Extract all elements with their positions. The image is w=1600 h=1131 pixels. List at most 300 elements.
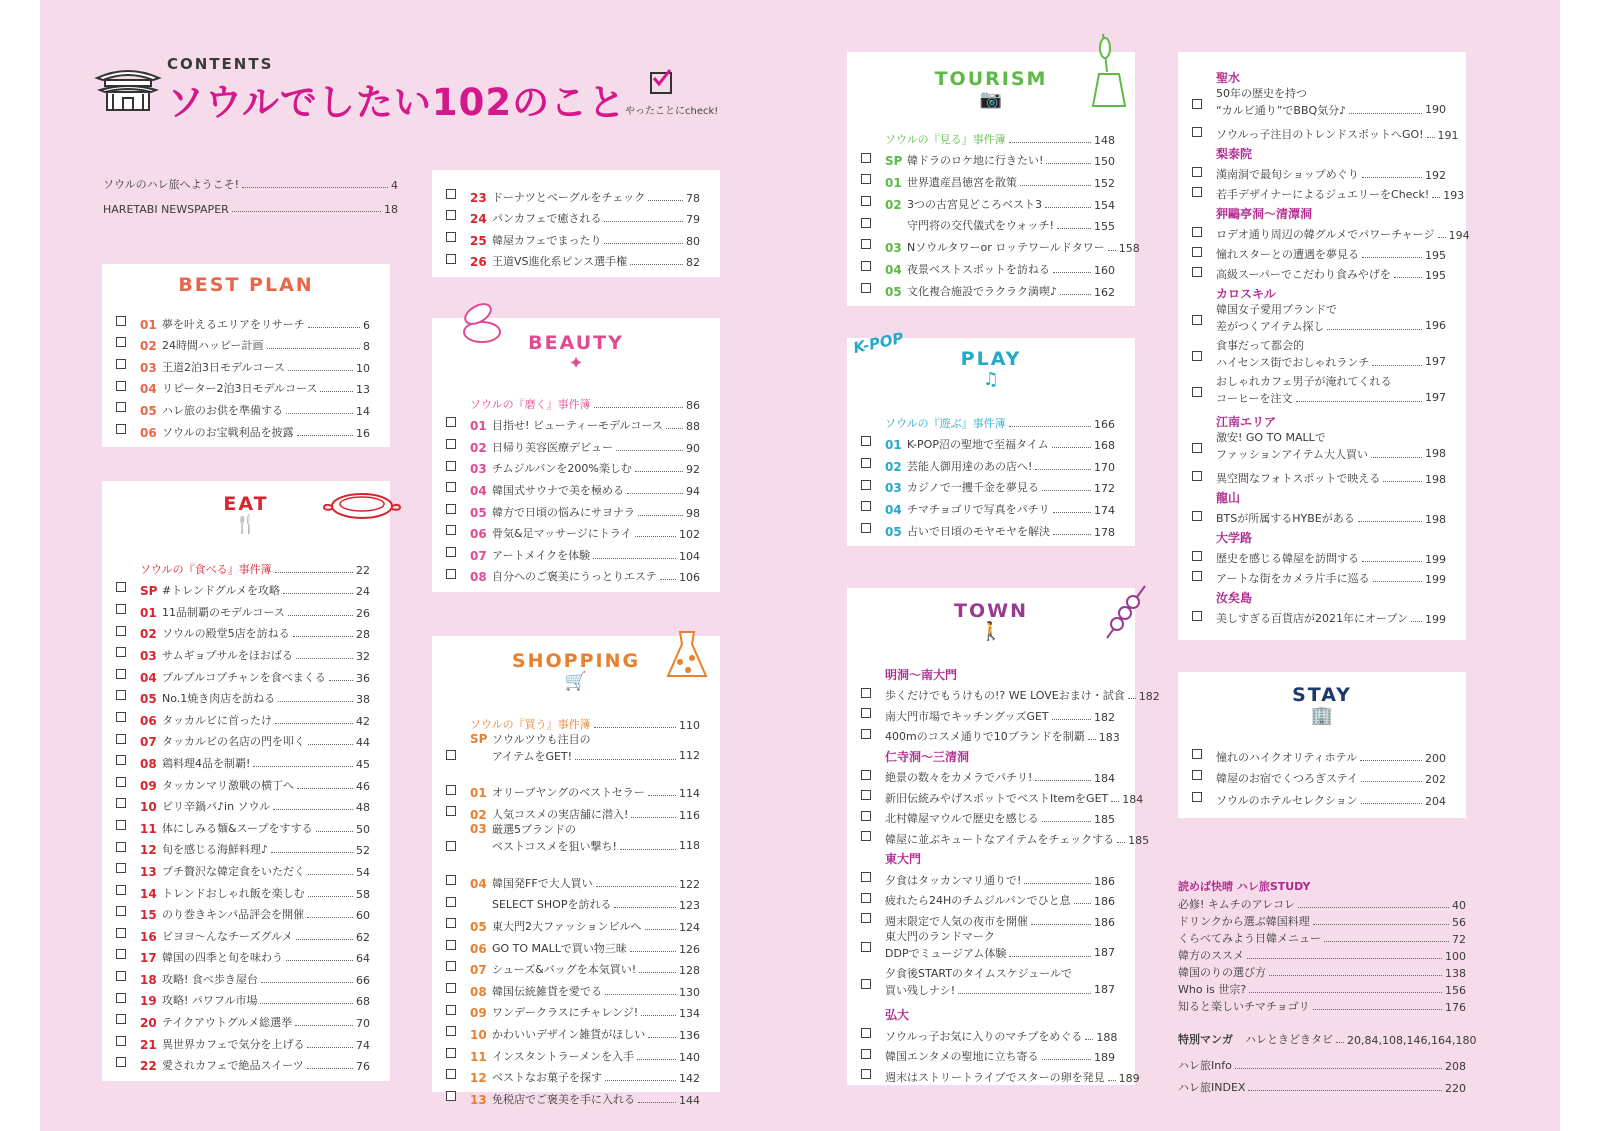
entry-label: タッカルビの名店の門を叩く bbox=[162, 735, 305, 749]
checkbox[interactable] bbox=[116, 1036, 126, 1046]
play-list bbox=[847, 409, 1135, 539]
checkbox[interactable] bbox=[861, 942, 871, 952]
checkbox[interactable] bbox=[116, 316, 126, 326]
checkbox[interactable] bbox=[446, 1005, 456, 1015]
toc-entry[interactable] bbox=[446, 1020, 700, 1042]
checkbox[interactable] bbox=[1192, 227, 1202, 237]
checkbox[interactable] bbox=[446, 525, 456, 535]
toc-entry[interactable] bbox=[446, 205, 700, 227]
checkbox[interactable] bbox=[1192, 611, 1202, 621]
leader-dots bbox=[286, 413, 353, 414]
checkbox[interactable] bbox=[446, 841, 456, 851]
checkbox[interactable] bbox=[446, 750, 456, 760]
intro-item[interactable] bbox=[103, 168, 398, 192]
page-number: 16 bbox=[356, 426, 370, 440]
toc-entry[interactable] bbox=[861, 212, 1115, 234]
checkbox[interactable] bbox=[861, 196, 871, 206]
entry-label: #トレンドグルメを攻略 bbox=[162, 584, 281, 598]
toc-entry[interactable] bbox=[861, 1044, 1115, 1065]
area-label: 仁寺洞〜三清洞 bbox=[885, 749, 970, 764]
toc-entry[interactable] bbox=[446, 563, 700, 585]
toc-entry[interactable] bbox=[446, 869, 700, 891]
manga-label: 特別マンガ bbox=[1178, 1033, 1233, 1046]
toc-entry[interactable] bbox=[446, 800, 700, 822]
toc-entry[interactable] bbox=[861, 168, 1115, 190]
toc-entry[interactable] bbox=[861, 826, 1150, 847]
building-icon: 🏢 bbox=[1310, 705, 1334, 726]
checkbox[interactable] bbox=[861, 688, 871, 698]
toc-entry[interactable] bbox=[446, 999, 700, 1021]
checkbox[interactable] bbox=[446, 875, 456, 885]
leader-dots bbox=[1035, 780, 1091, 781]
checkbox[interactable] bbox=[116, 712, 126, 722]
area-heading bbox=[1192, 142, 1446, 162]
toc-entry[interactable] bbox=[116, 987, 370, 1009]
toc-entry[interactable] bbox=[116, 685, 370, 707]
toc-entry[interactable] bbox=[116, 771, 370, 793]
toc-entry[interactable] bbox=[1192, 302, 1446, 338]
study-entry[interactable] bbox=[1178, 997, 1466, 1014]
toc-entry[interactable] bbox=[116, 1008, 370, 1030]
checkbox[interactable] bbox=[446, 254, 456, 264]
toc-entry[interactable] bbox=[446, 541, 700, 563]
checkbox[interactable] bbox=[861, 872, 871, 882]
checkbox[interactable] bbox=[116, 863, 126, 873]
toc-entry[interactable] bbox=[1192, 242, 1446, 262]
toc-entry[interactable] bbox=[446, 498, 700, 520]
page-number: 148 bbox=[1094, 133, 1115, 147]
checkbox[interactable] bbox=[446, 1048, 456, 1058]
entry-label-wrap bbox=[1216, 86, 1446, 118]
page-number: 46 bbox=[356, 779, 370, 793]
shopping-list bbox=[432, 710, 720, 1107]
section-label: ソウルの『見る』事件簿 bbox=[885, 132, 1006, 146]
toc-entry[interactable] bbox=[861, 147, 1115, 169]
checkbox[interactable] bbox=[116, 381, 126, 391]
checkbox[interactable] bbox=[1192, 471, 1202, 481]
checkbox[interactable] bbox=[861, 893, 871, 903]
toc-entry[interactable] bbox=[861, 724, 1120, 745]
entry-number: 02 bbox=[470, 807, 487, 822]
toc-entry[interactable] bbox=[1192, 566, 1446, 586]
checkbox[interactable] bbox=[446, 897, 456, 907]
checkbox[interactable] bbox=[116, 1057, 126, 1067]
checkbox[interactable] bbox=[861, 790, 871, 800]
back-matter-entry[interactable] bbox=[1178, 1051, 1466, 1073]
toc-entry[interactable] bbox=[1192, 86, 1446, 122]
entry-label: 韓国エンタメの聖地に立ち寄る bbox=[885, 1050, 1039, 1063]
toc-entry[interactable] bbox=[446, 455, 700, 477]
checkbox[interactable] bbox=[1192, 167, 1202, 177]
page-number: 190 bbox=[1425, 103, 1446, 116]
toc-entry[interactable] bbox=[116, 879, 370, 901]
toc-entry[interactable] bbox=[116, 620, 370, 642]
page-number: 182 bbox=[1094, 710, 1115, 724]
stay-list bbox=[1178, 743, 1466, 808]
area-label: 大学路 bbox=[1216, 531, 1253, 545]
section-heading bbox=[116, 555, 370, 577]
checkbox[interactable] bbox=[861, 831, 871, 841]
checkbox[interactable] bbox=[446, 983, 456, 993]
toc-entry[interactable] bbox=[116, 814, 370, 836]
toc-entry[interactable] bbox=[116, 1030, 370, 1052]
entry-label-line2-wrap bbox=[492, 748, 700, 764]
checkbox[interactable] bbox=[1192, 315, 1202, 325]
toc-entry[interactable] bbox=[446, 912, 700, 934]
page-number: 32 bbox=[356, 649, 370, 663]
toc-entry[interactable] bbox=[446, 1064, 700, 1086]
best-plan-card bbox=[102, 264, 390, 447]
toc-entry[interactable] bbox=[446, 822, 700, 869]
entry-label: チマチョゴリで写真をパチリ bbox=[907, 502, 1050, 516]
leader-dots bbox=[1042, 1059, 1091, 1060]
checkbox[interactable] bbox=[1192, 127, 1202, 137]
page-number: 42 bbox=[356, 714, 370, 728]
page-number: 198 bbox=[1425, 473, 1446, 486]
page-number: 204 bbox=[1425, 794, 1446, 808]
toc-entry[interactable] bbox=[861, 233, 1140, 256]
page-number: 100 bbox=[1445, 950, 1466, 963]
checkbox[interactable] bbox=[446, 806, 456, 816]
checkbox[interactable] bbox=[116, 777, 126, 787]
page-number: 162 bbox=[1094, 285, 1115, 299]
toc-entry[interactable] bbox=[116, 857, 370, 879]
toc-entry[interactable] bbox=[446, 891, 700, 913]
checkbox[interactable] bbox=[446, 569, 456, 579]
checkbox[interactable] bbox=[1192, 247, 1202, 257]
toc-entry[interactable] bbox=[1192, 222, 1470, 242]
area-heading bbox=[861, 662, 1115, 683]
checkbox[interactable] bbox=[861, 1028, 871, 1038]
toc-entry[interactable] bbox=[1192, 606, 1446, 626]
toc-entry[interactable] bbox=[116, 663, 370, 685]
checkbox[interactable] bbox=[1192, 267, 1202, 277]
page-number: 174 bbox=[1094, 503, 1115, 517]
study-entry[interactable] bbox=[1178, 963, 1466, 980]
checkbox[interactable] bbox=[446, 232, 456, 242]
toc-entry[interactable] bbox=[446, 433, 700, 455]
toc-entry[interactable] bbox=[446, 1085, 700, 1107]
study-entry[interactable] bbox=[1178, 980, 1466, 997]
checkbox[interactable] bbox=[116, 842, 126, 852]
toc-entry[interactable] bbox=[1192, 262, 1446, 282]
area-label: 弘大 bbox=[885, 1008, 910, 1022]
entry-label: 週末限定で人気の夜市を開催 bbox=[885, 914, 1028, 928]
checkbox[interactable] bbox=[116, 669, 126, 679]
checkbox[interactable] bbox=[861, 501, 871, 511]
toc-entry[interactable] bbox=[1192, 506, 1446, 526]
checkbox-spacer bbox=[1192, 531, 1202, 541]
toc-entry[interactable] bbox=[446, 1042, 700, 1064]
study-entry[interactable] bbox=[1178, 912, 1466, 929]
toc-entry[interactable] bbox=[116, 728, 370, 750]
checkbox[interactable] bbox=[861, 811, 871, 821]
toc-entry[interactable] bbox=[116, 944, 370, 966]
checkbox[interactable] bbox=[1192, 551, 1202, 561]
toc-entry[interactable] bbox=[116, 375, 370, 397]
leader-dots bbox=[1394, 277, 1422, 278]
toc-entry[interactable] bbox=[116, 396, 370, 418]
intro-item[interactable] bbox=[103, 192, 398, 216]
checkbox[interactable] bbox=[116, 582, 126, 592]
toc-entry[interactable] bbox=[116, 965, 370, 987]
checkbox[interactable] bbox=[861, 1069, 871, 1079]
entry-number: 04 bbox=[470, 876, 487, 891]
toc-entry[interactable] bbox=[116, 1052, 370, 1074]
page-number: 86 bbox=[686, 398, 700, 412]
checkbox[interactable] bbox=[116, 1014, 126, 1024]
toc-entry[interactable] bbox=[861, 888, 1115, 909]
checkbox[interactable] bbox=[446, 940, 456, 950]
toc-entry[interactable] bbox=[116, 310, 370, 332]
checkbox[interactable] bbox=[861, 436, 871, 446]
checkbox[interactable] bbox=[861, 1049, 871, 1059]
checkbox[interactable] bbox=[861, 283, 871, 293]
entry-label: 攻略! 食べ歩き屋台 bbox=[162, 972, 258, 986]
checkbox[interactable] bbox=[446, 1026, 456, 1036]
page-number: 199 bbox=[1425, 553, 1446, 566]
leader-dots bbox=[648, 1037, 676, 1038]
checkbox[interactable] bbox=[446, 504, 456, 514]
entry-number: 23 bbox=[470, 190, 487, 205]
area-heading bbox=[1192, 66, 1446, 86]
checkbox[interactable] bbox=[1192, 351, 1202, 361]
study-entry[interactable] bbox=[1178, 895, 1466, 912]
area-label: 東大門 bbox=[885, 852, 922, 866]
checkbox[interactable] bbox=[116, 647, 126, 657]
fork-knife-icon: 🍴 bbox=[234, 514, 258, 535]
leader-dots bbox=[1327, 329, 1422, 330]
manga-row[interactable] bbox=[1178, 1030, 1477, 1047]
study-entry[interactable] bbox=[1178, 929, 1466, 946]
toc-entry[interactable] bbox=[446, 412, 700, 434]
checkbox[interactable] bbox=[116, 337, 126, 347]
toc-entry[interactable] bbox=[861, 929, 1115, 966]
entry-label: DDPでミュージアム体験 bbox=[885, 946, 1007, 960]
checkbox[interactable] bbox=[861, 261, 871, 271]
toc-entry[interactable] bbox=[861, 683, 1160, 704]
checkbox-spacer bbox=[1192, 591, 1202, 601]
toc-entry[interactable] bbox=[861, 765, 1115, 786]
toc-entry[interactable] bbox=[446, 183, 700, 205]
toc-entry[interactable] bbox=[446, 779, 700, 801]
checkbox[interactable] bbox=[116, 626, 126, 636]
checkbox[interactable] bbox=[1192, 99, 1202, 109]
checkbox[interactable] bbox=[116, 906, 126, 916]
toc-entry[interactable] bbox=[446, 248, 700, 270]
page-number: 199 bbox=[1425, 613, 1446, 626]
toc-entry[interactable] bbox=[1192, 466, 1446, 486]
toc-entry[interactable] bbox=[1192, 765, 1446, 787]
toc-entry[interactable] bbox=[116, 353, 370, 375]
checkbox[interactable] bbox=[861, 239, 871, 249]
toc-entry[interactable] bbox=[116, 418, 370, 440]
checkbox[interactable] bbox=[1192, 571, 1202, 581]
entry-label: チムジルバンを200%楽しむ bbox=[492, 462, 632, 476]
checkbox[interactable] bbox=[446, 417, 456, 427]
toc-entry[interactable] bbox=[116, 922, 370, 944]
leader-dots bbox=[275, 572, 353, 573]
toc-entry[interactable] bbox=[861, 703, 1115, 724]
checkbox[interactable] bbox=[861, 458, 871, 468]
toc-entry[interactable] bbox=[116, 641, 370, 663]
toc-entry[interactable] bbox=[1192, 430, 1446, 466]
entry-label: ベストなお菓子を探す bbox=[492, 1071, 602, 1085]
page-number: 50 bbox=[356, 822, 370, 836]
entry-number: 10 bbox=[140, 800, 157, 815]
checkbox[interactable] bbox=[446, 439, 456, 449]
checkbox[interactable] bbox=[446, 482, 456, 492]
checkbox[interactable] bbox=[116, 798, 126, 808]
page-number: 56 bbox=[1452, 916, 1466, 929]
back-matter-entry[interactable] bbox=[1178, 1073, 1466, 1095]
toc-entry[interactable] bbox=[116, 749, 370, 771]
toc-entry[interactable] bbox=[1192, 786, 1446, 808]
toc-entry[interactable] bbox=[446, 520, 700, 542]
study-section bbox=[1178, 878, 1477, 1095]
checkbox[interactable] bbox=[1192, 792, 1202, 802]
checkbox[interactable] bbox=[116, 690, 126, 700]
checkbox[interactable] bbox=[446, 547, 456, 557]
toc-entry[interactable] bbox=[861, 1023, 1118, 1044]
leader-dots bbox=[605, 1080, 676, 1081]
toc-entry[interactable] bbox=[1192, 162, 1446, 182]
entry-label: ビヨヨ〜んなチーズグルメ bbox=[162, 929, 293, 943]
checkbox[interactable] bbox=[446, 918, 456, 928]
checkbox[interactable] bbox=[116, 885, 126, 895]
toc-entry[interactable] bbox=[446, 476, 700, 498]
toc-entry[interactable] bbox=[861, 785, 1144, 806]
toc-entry[interactable] bbox=[861, 431, 1115, 453]
toc-entry[interactable] bbox=[861, 517, 1115, 539]
checkbox[interactable] bbox=[861, 174, 871, 184]
area-heading bbox=[1192, 202, 1446, 222]
checkbox[interactable] bbox=[1192, 511, 1202, 521]
sparkle-icon: ✦ bbox=[568, 353, 584, 374]
checkbox[interactable] bbox=[116, 820, 126, 830]
toc-entry[interactable] bbox=[861, 474, 1115, 496]
checkbox[interactable] bbox=[861, 708, 871, 718]
checkbox[interactable] bbox=[861, 913, 871, 923]
checkbox[interactable] bbox=[1192, 770, 1202, 780]
toc-entry[interactable] bbox=[446, 934, 700, 956]
checkbox-spacer bbox=[116, 561, 126, 571]
checkbox[interactable] bbox=[116, 424, 126, 434]
study-entry[interactable] bbox=[1178, 946, 1466, 963]
toc-entry[interactable] bbox=[861, 452, 1115, 474]
toc-entry[interactable] bbox=[1192, 743, 1446, 765]
checkbox[interactable] bbox=[446, 1091, 456, 1101]
checkbox[interactable] bbox=[861, 218, 871, 228]
checkbox[interactable] bbox=[116, 755, 126, 765]
toc-entry[interactable] bbox=[116, 706, 370, 728]
entry-number: 19 bbox=[140, 994, 157, 1009]
checkbox[interactable] bbox=[446, 1069, 456, 1079]
checkbox[interactable] bbox=[1192, 749, 1202, 759]
toc-entry[interactable] bbox=[446, 732, 700, 779]
checkbox[interactable] bbox=[861, 523, 871, 533]
leader-dots bbox=[1313, 924, 1449, 925]
checkbox[interactable] bbox=[1192, 187, 1202, 197]
checkbox[interactable] bbox=[861, 770, 871, 780]
toc-entry[interactable] bbox=[116, 793, 370, 815]
checkbox[interactable] bbox=[861, 480, 871, 490]
page-number: 140 bbox=[679, 1050, 700, 1064]
checkbox[interactable] bbox=[116, 359, 126, 369]
checkbox[interactable] bbox=[116, 402, 126, 412]
checkbox[interactable] bbox=[446, 961, 456, 971]
checkbox[interactable] bbox=[1192, 443, 1202, 453]
entry-label: 夜景ベストスポットを訪ねる bbox=[907, 262, 1050, 276]
toc-entry[interactable] bbox=[861, 966, 1115, 1003]
toc-entry[interactable] bbox=[446, 226, 700, 248]
toc-entry[interactable] bbox=[861, 255, 1115, 277]
toc-entry[interactable] bbox=[1192, 374, 1446, 410]
toc-entry[interactable] bbox=[446, 956, 700, 978]
toc-entry[interactable] bbox=[861, 190, 1115, 212]
checkbox[interactable] bbox=[861, 729, 871, 739]
page-number: 185 bbox=[1094, 813, 1115, 826]
toc-entry[interactable] bbox=[1192, 546, 1446, 566]
toc-entry[interactable] bbox=[116, 332, 370, 354]
leader-dots bbox=[635, 471, 683, 472]
checkbox[interactable] bbox=[446, 785, 456, 795]
checkbox[interactable] bbox=[116, 928, 126, 938]
toc-entry[interactable] bbox=[861, 867, 1115, 888]
checkbox[interactable] bbox=[861, 979, 871, 989]
toc-entry[interactable] bbox=[861, 806, 1115, 827]
checkbox[interactable] bbox=[861, 153, 871, 163]
entry-number: 05 bbox=[470, 505, 487, 520]
toc-entry[interactable] bbox=[446, 977, 700, 999]
toc-entry[interactable] bbox=[116, 598, 370, 620]
page-number: 172 bbox=[1094, 482, 1115, 496]
checkbox[interactable] bbox=[446, 461, 456, 471]
checkbox[interactable] bbox=[446, 210, 456, 220]
checkbox[interactable] bbox=[116, 949, 126, 959]
entry-label-line2-wrap bbox=[492, 838, 700, 854]
entry-number: 05 bbox=[885, 524, 902, 539]
checkbox[interactable] bbox=[116, 734, 126, 744]
toc-entry[interactable] bbox=[116, 901, 370, 923]
page-number: 152 bbox=[1094, 177, 1115, 191]
entry-number: 24 bbox=[470, 212, 487, 227]
toc-entry[interactable] bbox=[861, 908, 1115, 929]
leader-dots bbox=[308, 744, 353, 745]
town-continued-list bbox=[1178, 66, 1470, 626]
checkbox[interactable] bbox=[1192, 387, 1202, 397]
checkbox[interactable] bbox=[116, 993, 126, 1003]
checkbox[interactable] bbox=[116, 971, 126, 981]
entry-label: ソウルのお宝戦利品を披露 bbox=[162, 425, 294, 439]
entry-label: 守門将の交代儀式をウォッチ! bbox=[907, 219, 1054, 233]
checkbox[interactable] bbox=[446, 189, 456, 199]
entry-number: 26 bbox=[470, 255, 487, 270]
entry-label: 必修! キムチのアレコレ bbox=[1178, 898, 1296, 911]
checkbox[interactable] bbox=[116, 604, 126, 614]
leader-dots bbox=[594, 407, 683, 408]
toc-entry[interactable] bbox=[1192, 122, 1459, 142]
toc-entry[interactable] bbox=[861, 1064, 1140, 1085]
toc-entry[interactable] bbox=[861, 495, 1115, 517]
entry-label: 漢南洞で最旬ショップめぐり bbox=[1216, 168, 1359, 181]
toc-entry[interactable] bbox=[1192, 338, 1446, 374]
toc-entry[interactable] bbox=[861, 277, 1115, 299]
toc-entry[interactable] bbox=[116, 577, 370, 599]
page-number: 134 bbox=[679, 1007, 700, 1021]
toc-entry[interactable] bbox=[1192, 182, 1465, 202]
toc-entry[interactable] bbox=[116, 836, 370, 858]
